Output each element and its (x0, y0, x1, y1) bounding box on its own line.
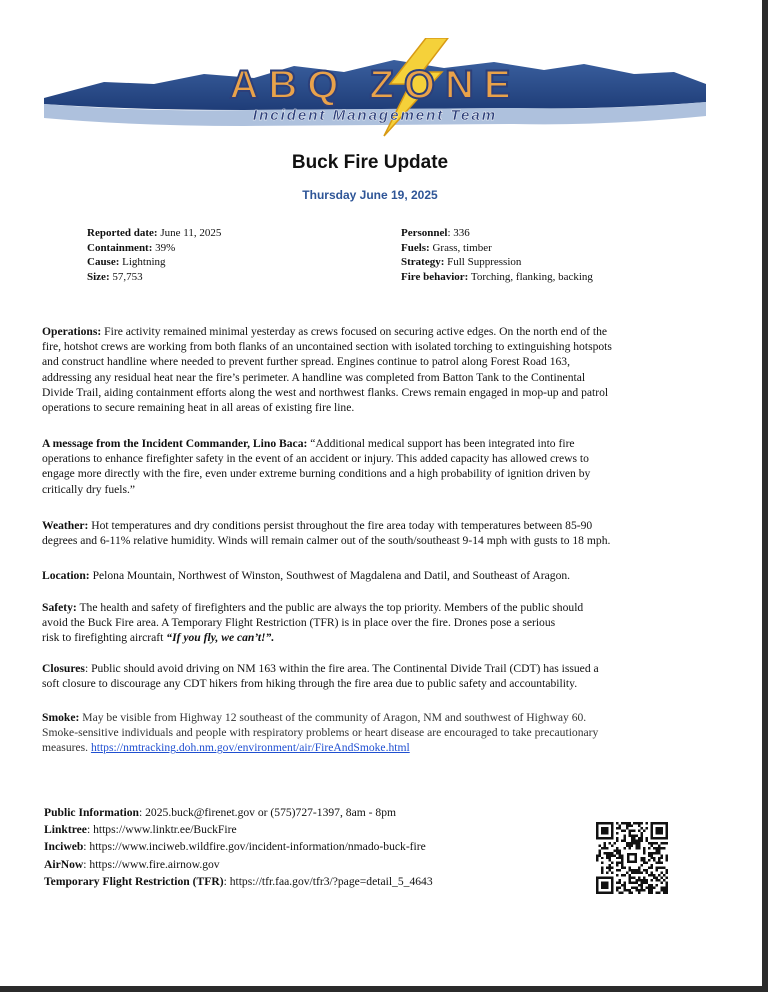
stat-containment: Containment: 39% (87, 241, 176, 254)
stat-cause: Cause: Lightning (87, 256, 166, 268)
logo-title: ABQ ZONE (229, 63, 521, 107)
operations-section: Operations: Fire activity remained minimal yesterday as crews focused on securing active edges. On the north end of the fire, hotshot crews are working from both flanks of an uncontained section with isolated torching to extinguishing hotspots and construct handline where needed to prevent further spread. Engines continue to patrol along Forest Road 163, addressing any residual heat near the fire’s perimeter. A handline was completed from Batton Tank to the Continental Divide Trail, aiding containment efforts along the west and northwest flanks. Crews remain engaged in mop-up and patrol operations to secure remaining heat in all areas of existing fire line. (42, 325, 612, 415)
logo-subtitle: Incident Management Team (252, 107, 498, 124)
weather-section: Weather: Hot temperatures and dry conditions persist throughout the fire area today with temperatures between 85-90 degrees and 6-11% relative humidity. Winds will remain calmer out of the south/southeast 9-14 mph with gusts to 18 mph. (42, 519, 611, 548)
contact-airnow: AirNow: https://www.fire.airnow.gov (44, 857, 220, 871)
contact-inciweb: Inciweb: https://www.inciweb.wildfire.gov/incident-information/nmado-buck-fire (44, 840, 426, 854)
stat-size: Size: 57,753 (87, 270, 143, 283)
stat-strategy: Strategy: Full Suppression (401, 256, 522, 268)
update-date: Thursday June 19, 2025 (302, 188, 438, 202)
stats-right (401, 226, 593, 284)
stat-personnel: Personnel: 336 (401, 227, 470, 239)
stat-fuels: Fuels: Grass, timber (401, 241, 492, 254)
contact-tfr: Temporary Flight Restriction (TFR): https://tfr.faa.gov/tfr3/?page=detail_5_4643 (44, 874, 433, 888)
abq-zone-logo (44, 38, 706, 138)
qr-code-icon[interactable] (596, 822, 668, 894)
contact-public-information: Public Information: 2025.buck@firenet.gov or (575)727-1397, 8am - 8pm (44, 806, 397, 819)
smoke-section: Smoke: May be visible from Highway 12 southeast of the community of Aragon, NM and southwest of Highway 60. Smoke-sensitive individuals and people with respiratory problems or heart disease are encouraged to take precautionary measures. https://nmtracking.doh.nm.gov/environment/air/FireAndSmoke.html (42, 711, 599, 755)
stat-fire-behavior: Fire behavior: Torching, flanking, backing (401, 270, 593, 283)
stats-left (87, 226, 221, 284)
fire-and-smoke-link[interactable]: https://nmtracking.doh.nm.gov/environment/air/FireAndSmoke.html (90, 741, 410, 755)
closures-section: Closures: Public should avoid driving on NM 163 within the fire area. The Continental Divide Trail (CDT) has issued a soft closure to discourage any CDT hikers from hiking through the fire area due to public safety and accountability. (42, 662, 599, 691)
stat-reported-date: Reported date: June 11, 2025 (87, 227, 222, 239)
page-title: Buck Fire Update (291, 152, 449, 173)
contact-linktree: Linktree: https://www.linktr.ee/BuckFire (44, 823, 237, 837)
contact-info (44, 804, 433, 890)
safety-slogan: “If you fly, we can’t!”. (166, 631, 275, 645)
commander-message-section: A message from the Incident Commander, Lino Baca: “Additional medical support has been integrated into fire operations to enhance firefighter safety in the event of an accident or injury. This added capacity has allowed crews to engage more directly with the fire, even under extreme burning conditions and a high probability of ignition driven by critically dry fuels.” (42, 437, 591, 496)
safety-section: Safety: The health and safety of firefighters and the public are always the top priority. Members of the public should avoid the Buck Fire area. A Temporary Flight Restriction (TFR) is in place over the fire. Drones pose a serious risk to firefighting aircraft “If you fly, we can’t!”. (42, 601, 584, 645)
location-section: Location: Pelona Mountain, Northwest of Winston, Southwest of Magdalena and Datil, and Southeast of Aragon. (42, 569, 571, 582)
